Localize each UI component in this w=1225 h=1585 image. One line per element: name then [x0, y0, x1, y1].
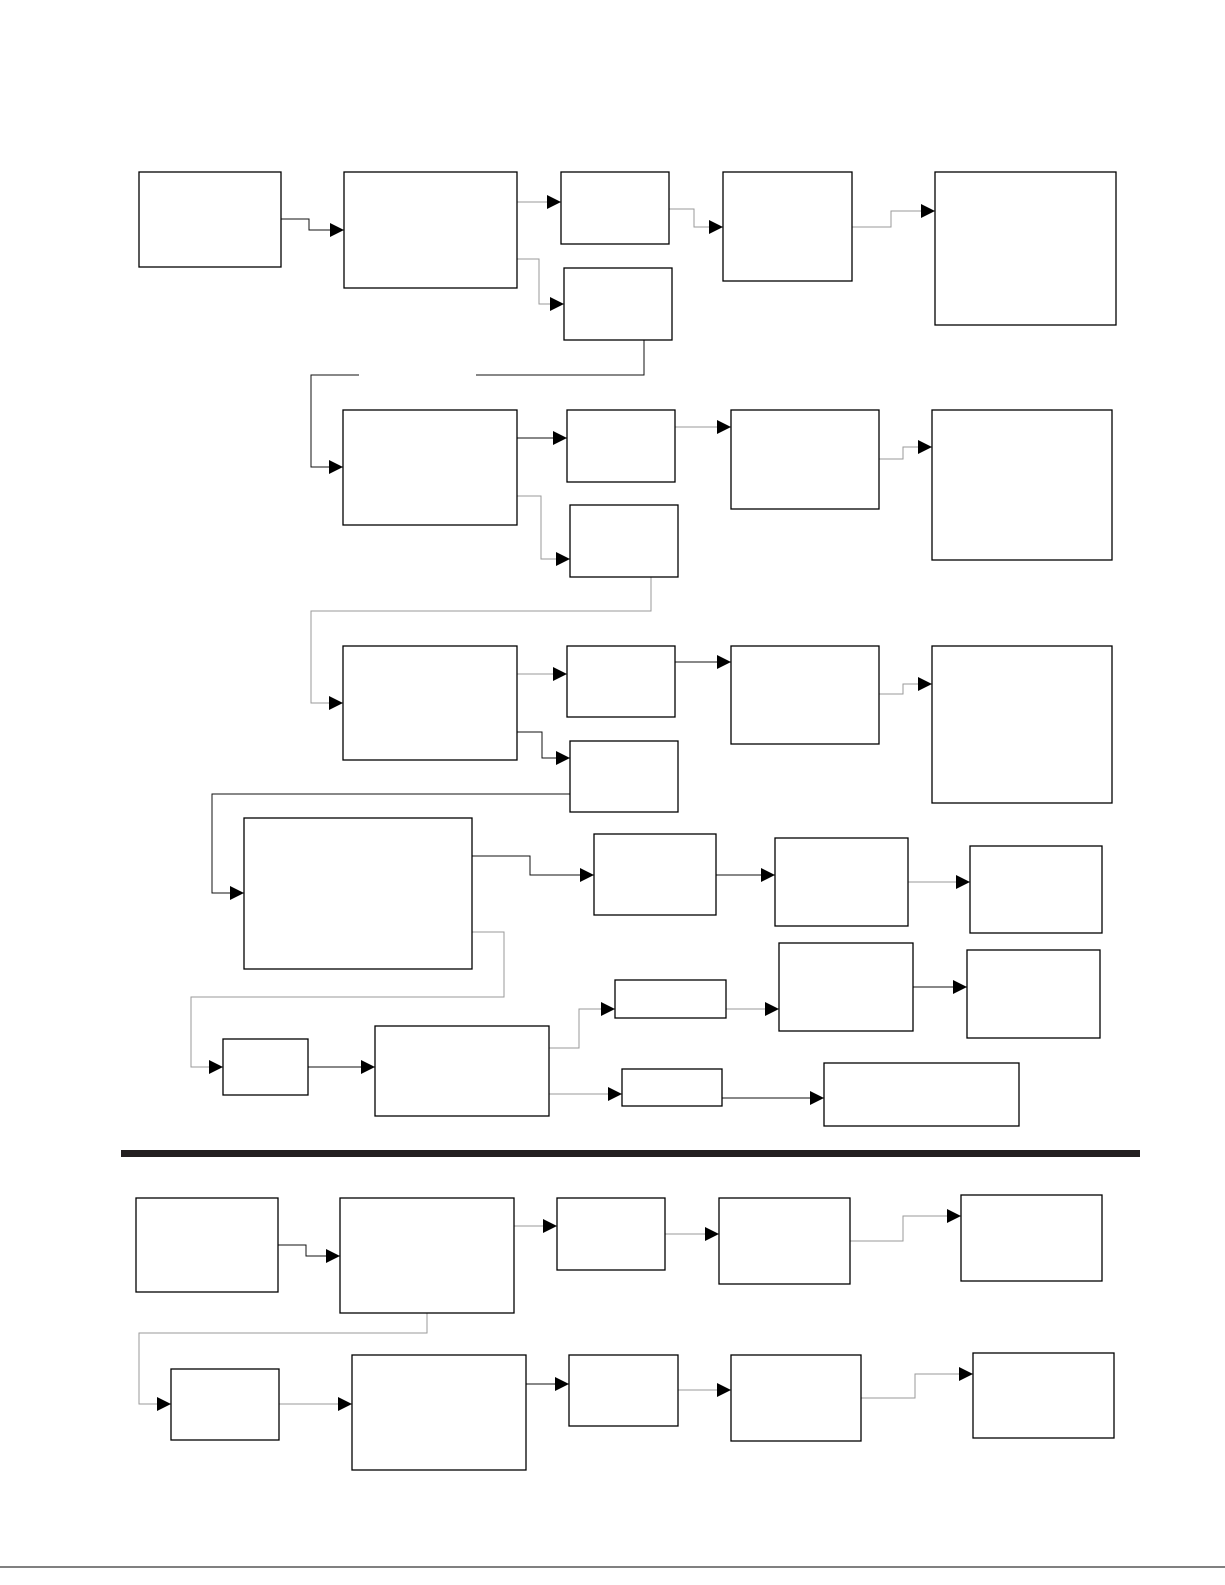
flowchart-box-1 — [139, 172, 281, 267]
flowchart-box-7 — [343, 410, 517, 525]
flowchart-box-29 — [340, 1198, 514, 1313]
flowchart-box-8 — [567, 410, 675, 482]
flowchart-box-16 — [570, 741, 678, 812]
connector-arrow-36 — [861, 1374, 973, 1398]
connector-arrow-11 — [879, 447, 932, 459]
flowchart-box-9 — [731, 410, 879, 509]
flowchart-box-18 — [594, 834, 716, 915]
connector-arrow-14 — [517, 732, 570, 758]
flowchart-box-21 — [779, 943, 913, 1031]
flowchart-box-4 — [723, 172, 852, 281]
flowchart-box-33 — [171, 1369, 279, 1440]
connector-arrow-4 — [669, 209, 723, 227]
connector-arrow-16 — [879, 684, 932, 694]
flowchart-box-28 — [136, 1198, 278, 1292]
connector-arrow-3 — [517, 259, 564, 304]
flowchart-box-32 — [961, 1195, 1102, 1281]
flowchart-box-35 — [569, 1355, 678, 1426]
connector-arrow-5 — [852, 211, 935, 227]
flowchart-box-22 — [967, 950, 1100, 1038]
flowchart-box-10 — [932, 410, 1112, 560]
flowchart-box-13 — [567, 646, 675, 717]
flowchart-box-14 — [731, 646, 879, 744]
connector-arrow-6 — [476, 340, 644, 375]
connector-arrow-18 — [472, 856, 594, 875]
flowchart-box-23 — [223, 1039, 308, 1095]
boxes-layer — [136, 172, 1116, 1470]
flowchart-box-31 — [719, 1198, 850, 1284]
flowchart-box-19 — [775, 838, 908, 926]
flowchart-box-34 — [352, 1355, 526, 1470]
flowchart-box-12 — [343, 646, 517, 760]
flowchart-box-15 — [932, 646, 1112, 803]
flowchart-box-17 — [244, 818, 472, 969]
connector-arrow-9 — [517, 496, 570, 559]
flowchart-box-36 — [731, 1355, 861, 1441]
connector-arrow-28 — [278, 1245, 340, 1256]
flowchart-box-25 — [615, 980, 726, 1018]
flowchart-box-37 — [973, 1353, 1114, 1438]
flowchart-box-26 — [622, 1069, 722, 1106]
flowchart-box-5 — [935, 172, 1116, 325]
flowchart-box-3 — [561, 172, 669, 244]
flowchart-box-27 — [824, 1063, 1019, 1126]
flowchart-box-24 — [375, 1026, 549, 1116]
connector-arrow-1 — [281, 219, 344, 230]
flowchart-box-2 — [344, 172, 517, 288]
connector-arrow-31 — [850, 1216, 961, 1241]
connector-arrow-23 — [549, 1009, 615, 1048]
flowchart-box-30 — [557, 1198, 665, 1270]
section-divider-bar — [121, 1150, 1140, 1157]
flowchart-box-6 — [564, 268, 672, 340]
flowchart-box-11 — [570, 505, 678, 577]
flowchart-box-20 — [970, 846, 1102, 933]
